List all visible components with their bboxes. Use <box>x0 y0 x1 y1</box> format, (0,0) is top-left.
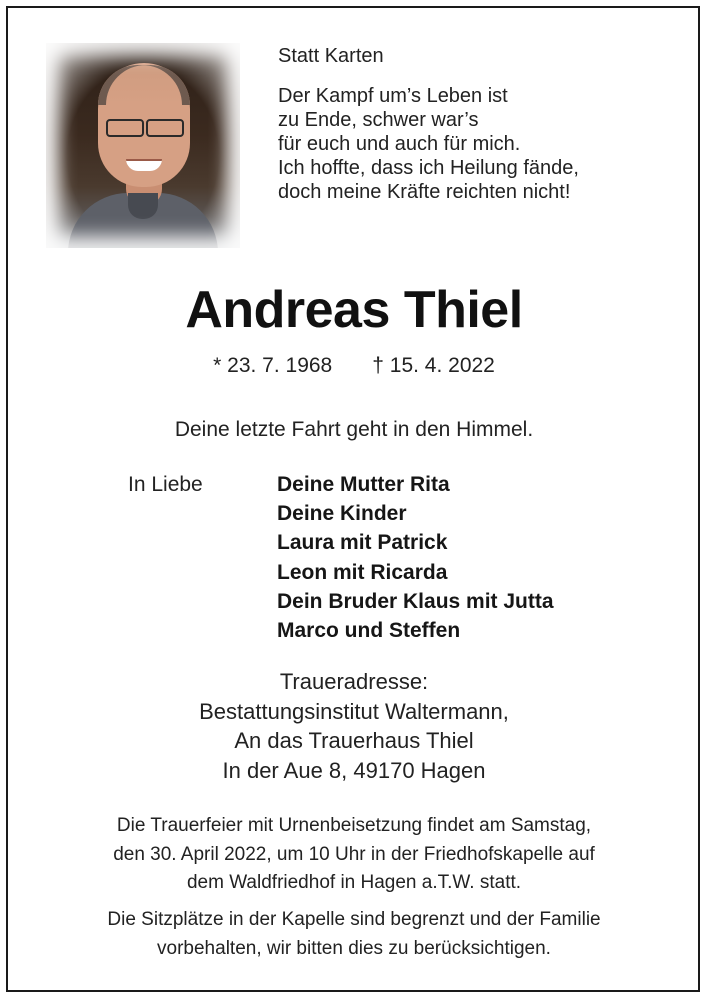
mourners-label: In Liebe <box>128 473 203 496</box>
mourning-address <box>0 667 708 785</box>
verse-line: Der Kampf um’s Leben ist <box>278 85 508 107</box>
seating-note-line: vorbehalten, wir bitten dies zu berücksichtigen. <box>157 937 551 959</box>
mourner-name: Dein Bruder Klaus mit Jutta <box>277 589 554 613</box>
memorial-motto: Deine letzte Fahrt geht in den Himmel. <box>174 418 534 441</box>
mourner-name: Leon mit Ricarda <box>277 560 448 584</box>
funeral-info-line: dem Waldfriedhof in Hagen a.T.W. statt. <box>186 872 522 893</box>
portrait-vignette <box>46 43 240 248</box>
verse-line: doch meine Kräfte reichten nicht! <box>278 181 571 203</box>
seating-note-line: Die Sitzplätze in der Kapelle sind begrenzt und der Familie <box>107 909 601 930</box>
address-line: In der Aue 8, 49170 Hagen <box>222 757 486 783</box>
death-date: † 15. 4. 2022 <box>372 354 495 377</box>
verse-line: für euch und auch für mich. <box>278 133 521 155</box>
address-line: An das Trauerhaus Thiel <box>234 728 474 753</box>
mourner-name: Marco und Steffen <box>277 619 461 643</box>
mourners-list <box>277 470 554 645</box>
portrait-photo <box>46 43 240 248</box>
mourner-name: Deine Kinder <box>277 502 407 526</box>
mourner-name: Deine Mutter Rita <box>277 473 450 496</box>
memorial-verse <box>278 44 688 204</box>
address-line: Bestattungsinstitut Waltermann, <box>199 698 509 724</box>
funeral-info <box>0 812 708 898</box>
mourner-name: Laura mit Patrick <box>277 531 448 555</box>
birth-date: * 23. 7. 1968 <box>213 354 333 377</box>
deceased-name: Andreas Thiel <box>185 281 523 339</box>
life-dates <box>0 352 708 380</box>
seating-note <box>0 906 708 963</box>
address-line: Traueradresse: <box>279 669 429 694</box>
funeral-info-line: den 30. April 2022, um 10 Uhr in der Friedhofskapelle auf <box>113 843 595 865</box>
funeral-info-line: Die Trauerfeier mit Urnenbeisetzung findet am Samstag, <box>116 815 592 836</box>
verse-heading: Statt Karten <box>278 45 384 67</box>
verse-line: zu Ende, schwer war’s <box>278 109 479 131</box>
verse-line: Ich hoffte, dass ich Heilung fände, <box>278 157 579 179</box>
